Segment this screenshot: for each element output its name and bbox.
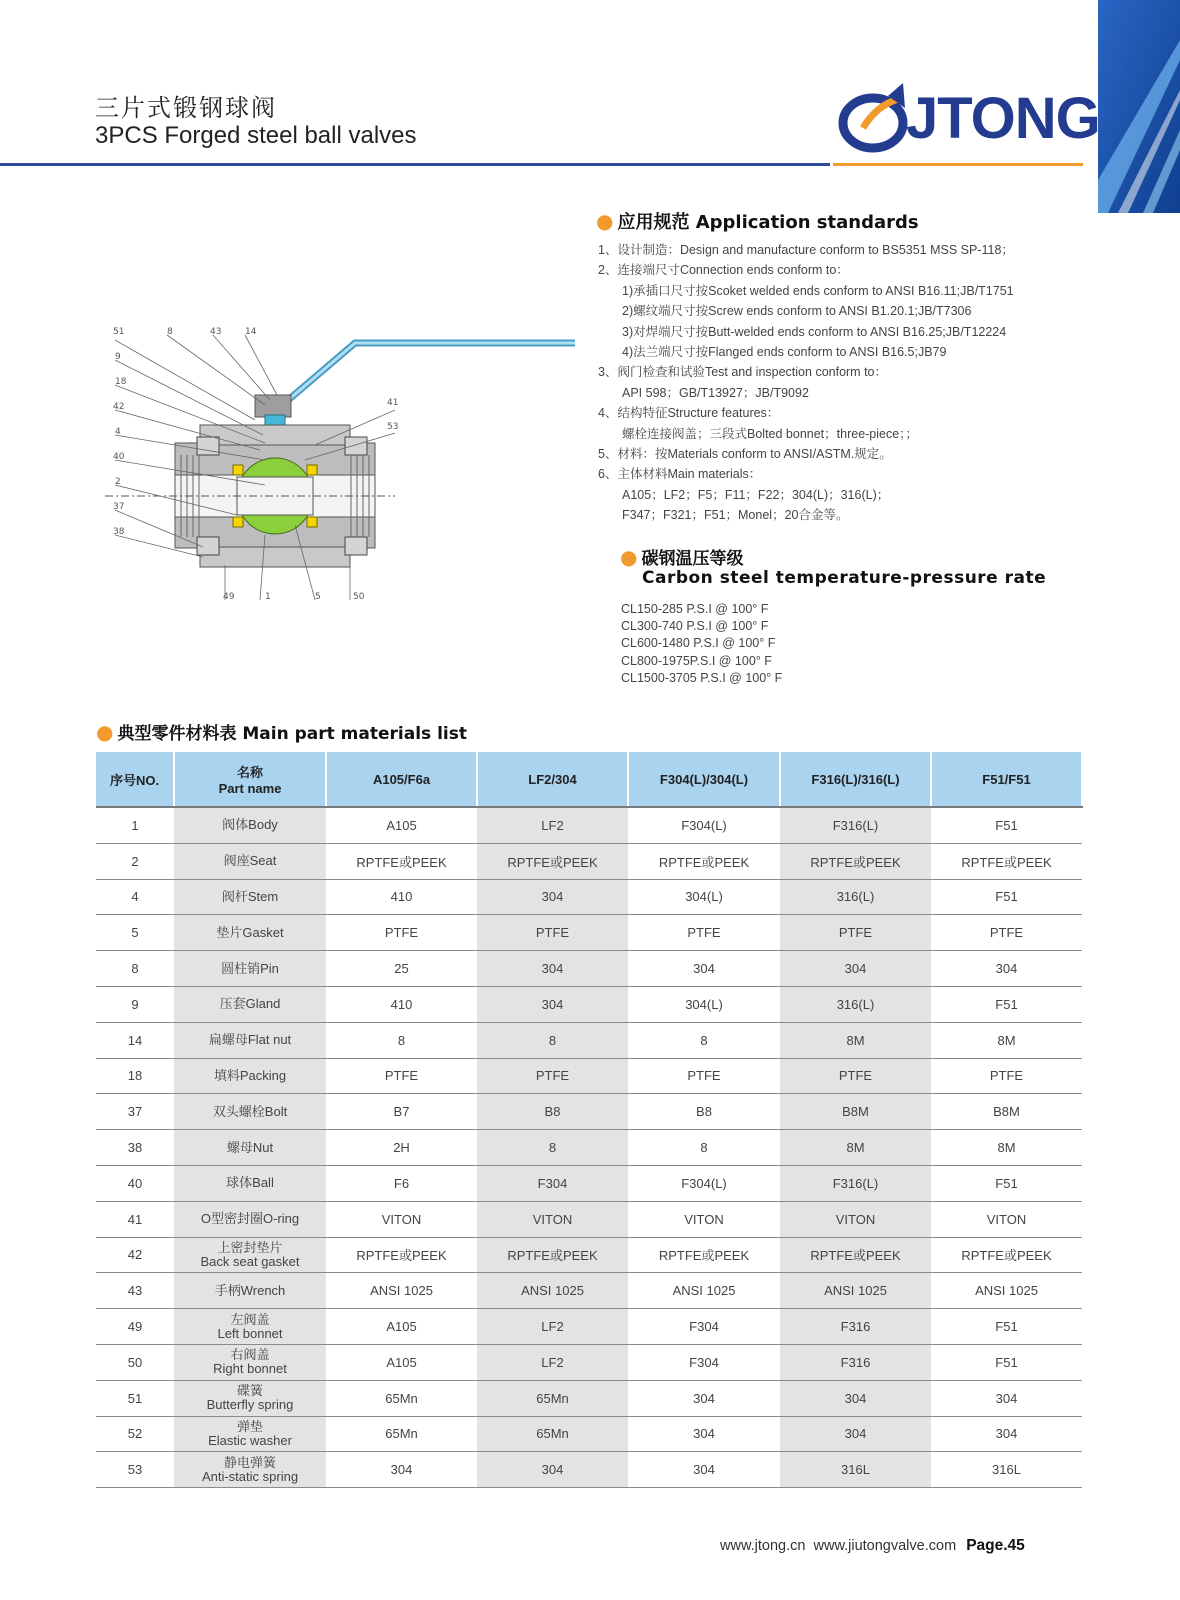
parts-heading: ● 典型零件材料表 Main part materials list: [96, 720, 467, 744]
material-cell: PTFE: [477, 915, 628, 951]
standards-line: 3、阀门检查和试验Test and inspection conform to：: [598, 365, 887, 380]
material-cell: A105: [326, 1344, 477, 1380]
standards-line: 1)承插口尺寸按Scoket welded ends conform to ANSI B16.11;JB/T1751: [622, 283, 1014, 298]
part-name-cell: 手柄Wrench: [174, 1273, 326, 1309]
material-cell: 25: [326, 951, 477, 987]
bullet-dot-icon: ●: [620, 545, 638, 569]
table-row: [96, 843, 1082, 879]
material-cell: 8: [477, 1130, 628, 1166]
part-name-cell: 垫片Gasket: [174, 915, 326, 951]
material-cell: F304: [477, 1165, 628, 1201]
material-cell: RPTFE或PEEK: [326, 1237, 477, 1273]
material-cell: PTFE: [326, 915, 477, 951]
rate-heading-cn: ● 碳钢温压等级: [620, 545, 744, 569]
part-name-cell: 碟簧 Butterfly spring: [174, 1380, 326, 1416]
material-cell: PTFE: [326, 1058, 477, 1094]
callout-label: 1: [265, 592, 271, 602]
part-name-cell: O型密封圈O-ring: [174, 1201, 326, 1237]
material-cell: 304: [628, 1452, 780, 1488]
table-row: [96, 1130, 1082, 1166]
material-cell: RPTFE或PEEK: [780, 1237, 931, 1273]
material-cell: 410: [326, 879, 477, 915]
material-cell: F6: [326, 1165, 477, 1201]
material-cell: 304: [477, 986, 628, 1022]
standards-line: 2、连接端尺寸Connection ends conform to：: [598, 263, 849, 278]
material-cell: 2H: [326, 1130, 477, 1166]
material-cell: 304: [477, 1452, 628, 1488]
material-cell: 304: [326, 1452, 477, 1488]
material-cell: VITON: [780, 1201, 931, 1237]
material-cell: VITON: [326, 1201, 477, 1237]
part-number-cell: 14: [96, 1022, 174, 1058]
material-cell: 316(L): [780, 986, 931, 1022]
part-name-cell: 扁螺母Flat nut: [174, 1022, 326, 1058]
page-title-cn: 三片式锻钢球阀: [95, 94, 277, 122]
material-cell: F51: [931, 1344, 1082, 1380]
table-row: [96, 1273, 1082, 1309]
material-cell: 65Mn: [477, 1380, 628, 1416]
part-number-cell: 40: [96, 1165, 174, 1201]
table-row: [96, 1165, 1082, 1201]
part-number-cell: 2: [96, 843, 174, 879]
column-header: F51/F51: [931, 752, 1082, 807]
material-cell: B7: [326, 1094, 477, 1130]
material-cell: F304: [628, 1309, 780, 1345]
material-cell: PTFE: [477, 1058, 628, 1094]
material-cell: 304: [780, 951, 931, 987]
callout-label: 4: [115, 427, 121, 437]
table-row: [96, 986, 1082, 1022]
material-cell: 304: [628, 1380, 780, 1416]
material-cell: RPTFE或PEEK: [477, 1237, 628, 1273]
rate-line: CL600-1480 P.S.I @ 100° F: [621, 636, 776, 651]
material-cell: F51: [931, 807, 1082, 843]
material-cell: 8M: [780, 1130, 931, 1166]
material-cell: F51: [931, 986, 1082, 1022]
part-number-cell: 18: [96, 1058, 174, 1094]
material-cell: PTFE: [628, 1058, 780, 1094]
material-cell: F51: [931, 879, 1082, 915]
page-title-en: 3PCS Forged steel ball valves: [95, 122, 417, 149]
standards-line: A105；LF2；F5；F11；F22；304(L)；316(L)；: [622, 487, 890, 502]
rate-line: CL800-1975P.S.I @ 100° F: [621, 653, 772, 668]
part-number-cell: 1: [96, 807, 174, 843]
part-name-cell: 阀体Body: [174, 807, 326, 843]
material-cell: 304: [628, 951, 780, 987]
part-name-cell: 右阀盖 Right bonnet: [174, 1344, 326, 1380]
material-cell: 304: [477, 879, 628, 915]
material-cell: B8M: [931, 1094, 1082, 1130]
material-cell: ANSI 1025: [326, 1273, 477, 1309]
part-number-cell: 5: [96, 915, 174, 951]
part-name-cell: 填料Packing: [174, 1058, 326, 1094]
material-cell: LF2: [477, 1344, 628, 1380]
standards-line: 1、设计制造：Design and manufacture conform to BS5351 MSS SP-118；: [598, 243, 1014, 257]
standards-line: 4、结构特征Structure features：: [598, 406, 780, 421]
part-number-cell: 37: [96, 1094, 174, 1130]
part-name-cell: 上密封垫片 Back seat gasket: [174, 1237, 326, 1273]
callout-label: 5: [315, 592, 321, 602]
part-name-cell: 阀杆Stem: [174, 879, 326, 915]
rate-list: [621, 601, 782, 687]
rate-line: CL300-740 P.S.I @ 100° F: [621, 619, 769, 634]
parts-materials-table: [96, 752, 1083, 1488]
material-cell: ANSI 1025: [477, 1273, 628, 1309]
material-cell: B8: [477, 1094, 628, 1130]
valve-cross-section-drawing: [105, 325, 585, 625]
part-number-cell: 51: [96, 1380, 174, 1416]
part-number-cell: 43: [96, 1273, 174, 1309]
material-cell: 410: [326, 986, 477, 1022]
material-cell: LF2: [477, 807, 628, 843]
part-number-cell: 53: [96, 1452, 174, 1488]
material-cell: LF2: [477, 1309, 628, 1345]
part-number-cell: 4: [96, 879, 174, 915]
callout-label: 40: [113, 452, 125, 462]
part-name-cell: 弹垫 Elastic washer: [174, 1416, 326, 1452]
material-cell: 8: [628, 1130, 780, 1166]
material-cell: 8: [326, 1022, 477, 1058]
material-cell: 8M: [931, 1130, 1082, 1166]
standards-line: 6、主体材料Main materials：: [598, 467, 762, 482]
standards-heading: ● 应用规范 Application standards: [596, 209, 919, 233]
part-name-cell: 双头螺栓Bolt: [174, 1094, 326, 1130]
material-cell: F304(L): [628, 1165, 780, 1201]
material-cell: F304: [628, 1344, 780, 1380]
callout-label: 9: [115, 352, 121, 362]
callout-label: 51: [113, 327, 125, 337]
material-cell: RPTFE或PEEK: [931, 843, 1082, 879]
table-row: [96, 1452, 1082, 1488]
callout-label: 2: [115, 477, 121, 487]
standards-list: [598, 240, 1068, 526]
part-name-cell: 球体Ball: [174, 1165, 326, 1201]
table-row: [96, 1201, 1082, 1237]
callout-label: 18: [115, 377, 127, 387]
material-cell: VITON: [628, 1201, 780, 1237]
part-number-cell: 52: [96, 1416, 174, 1452]
material-cell: ANSI 1025: [628, 1273, 780, 1309]
material-cell: RPTFE或PEEK: [628, 1237, 780, 1273]
rate-heading-en: Carbon steel temperature-pressure rate: [642, 568, 1047, 588]
material-cell: 304: [931, 1416, 1082, 1452]
part-number-cell: 38: [96, 1130, 174, 1166]
callout-label: 38: [113, 527, 125, 537]
material-cell: A105: [326, 807, 477, 843]
material-cell: 316L: [931, 1452, 1082, 1488]
material-cell: PTFE: [931, 915, 1082, 951]
material-cell: 304: [931, 951, 1082, 987]
table-row: [96, 1022, 1082, 1058]
corner-decoration: [1098, 0, 1180, 213]
part-number-cell: 42: [96, 1237, 174, 1273]
part-number-cell: 49: [96, 1309, 174, 1345]
material-cell: F316(L): [780, 807, 931, 843]
table-row: [96, 951, 1082, 987]
material-cell: 304: [780, 1380, 931, 1416]
table-row: [96, 1309, 1082, 1345]
page-footer: [720, 1537, 1025, 1555]
material-cell: PTFE: [628, 915, 780, 951]
material-cell: F316: [780, 1344, 931, 1380]
material-cell: RPTFE或PEEK: [780, 843, 931, 879]
table-row: [96, 915, 1082, 951]
page-number: Page.45: [966, 1537, 1025, 1554]
bullet-dot-icon: ●: [96, 720, 114, 744]
callout-label: 43: [210, 327, 222, 337]
material-cell: 8M: [931, 1022, 1082, 1058]
material-cell: 65Mn: [326, 1416, 477, 1452]
material-cell: F304(L): [628, 807, 780, 843]
column-header: 序号NO.: [96, 752, 174, 807]
part-name-cell: 静电弹簧 Anti-static spring: [174, 1452, 326, 1488]
material-cell: 304(L): [628, 879, 780, 915]
standards-line: F347；F321；F51；Monel；20合金等。: [622, 508, 849, 523]
material-cell: RPTFE或PEEK: [477, 843, 628, 879]
standards-line: 3)对焊端尺寸按Butt-welded ends conform to ANSI B16.25;JB/T12224: [622, 324, 1007, 339]
callout-label: 41: [387, 398, 399, 408]
column-header: A105/F6a: [326, 752, 477, 807]
material-cell: F51: [931, 1309, 1082, 1345]
rate-line: CL150-285 P.S.I @ 100° F: [621, 602, 769, 616]
part-name-cell: 圆柱销Pin: [174, 951, 326, 987]
footer-url-1[interactable]: www.jtong.cn: [720, 1538, 806, 1554]
part-name-cell: 螺母Nut: [174, 1130, 326, 1166]
standards-line: 4)法兰端尺寸按Flanged ends conform to ANSI B16.5;JB79: [622, 345, 947, 360]
header-rule-orange: [833, 163, 1083, 166]
bullet-dot-icon: ●: [596, 209, 614, 233]
rate-line: CL1500-3705 P.S.I @ 100° F: [621, 670, 783, 685]
material-cell: F51: [931, 1165, 1082, 1201]
column-header: F304(L)/304(L): [628, 752, 780, 807]
table-row: [96, 1344, 1082, 1380]
callout-label: 37: [113, 502, 125, 512]
part-number-cell: 9: [96, 986, 174, 1022]
material-cell: 304: [780, 1416, 931, 1452]
footer-url-2[interactable]: www.jiutongvalve.com: [813, 1538, 957, 1554]
material-cell: ANSI 1025: [931, 1273, 1082, 1309]
material-cell: B8: [628, 1094, 780, 1130]
material-cell: ANSI 1025: [780, 1273, 931, 1309]
material-cell: 65Mn: [477, 1416, 628, 1452]
table-row: [96, 807, 1082, 843]
callout-label: 42: [113, 402, 125, 412]
column-header: LF2/304: [477, 752, 628, 807]
material-cell: F316(L): [780, 1165, 931, 1201]
table-row: [96, 1058, 1082, 1094]
material-cell: PTFE: [780, 915, 931, 951]
material-cell: 8M: [780, 1022, 931, 1058]
callout-label: 8: [167, 327, 173, 337]
header-rule-blue: [0, 163, 830, 166]
part-name-cell: 左阀盖 Left bonnet: [174, 1309, 326, 1345]
material-cell: A105: [326, 1309, 477, 1345]
column-header: F316(L)/316(L): [780, 752, 931, 807]
column-header: 名称 Part name: [174, 752, 326, 807]
material-cell: 8: [628, 1022, 780, 1058]
table-row: [96, 1094, 1082, 1130]
material-cell: PTFE: [931, 1058, 1082, 1094]
material-cell: PTFE: [780, 1058, 931, 1094]
standards-line: 5、材料：按Materials conform to ANSI/ASTM.规定。: [598, 447, 892, 462]
material-cell: 304: [628, 1416, 780, 1452]
table-row: [96, 879, 1082, 915]
material-cell: VITON: [477, 1201, 628, 1237]
standards-line: API 598；GB/T13927；JB/T9092: [622, 385, 809, 400]
table-header-row: [96, 752, 1082, 807]
part-name-cell: 阀座Seat: [174, 843, 326, 879]
material-cell: RPTFE或PEEK: [326, 843, 477, 879]
material-cell: B8M: [780, 1094, 931, 1130]
table-row: [96, 1380, 1082, 1416]
callout-label: 49: [223, 592, 235, 602]
standards-line: 2)螺纹端尺寸按Screw ends conform to ANSI B1.20.1;JB/T7306: [622, 304, 972, 319]
material-cell: 316L: [780, 1452, 931, 1488]
logo-text: JTONG: [906, 86, 1100, 151]
material-cell: 65Mn: [326, 1380, 477, 1416]
material-cell: 8: [477, 1022, 628, 1058]
material-cell: RPTFE或PEEK: [931, 1237, 1082, 1273]
material-cell: F316: [780, 1309, 931, 1345]
material-cell: RPTFE或PEEK: [628, 843, 780, 879]
part-number-cell: 8: [96, 951, 174, 987]
callout-label: 53: [387, 422, 399, 432]
material-cell: 316(L): [780, 879, 931, 915]
callout-label: 14: [245, 327, 257, 337]
material-cell: 304(L): [628, 986, 780, 1022]
table-row: [96, 1416, 1082, 1452]
standards-line: 螺栓连接阀盖；三段式Bolted bonnet；three-piece；；: [622, 426, 918, 441]
material-cell: 304: [931, 1380, 1082, 1416]
part-number-cell: 50: [96, 1344, 174, 1380]
table-row: [96, 1237, 1082, 1273]
material-cell: VITON: [931, 1201, 1082, 1237]
part-name-cell: 压套Gland: [174, 986, 326, 1022]
material-cell: 304: [477, 951, 628, 987]
part-number-cell: 41: [96, 1201, 174, 1237]
callout-label: 50: [353, 592, 365, 602]
